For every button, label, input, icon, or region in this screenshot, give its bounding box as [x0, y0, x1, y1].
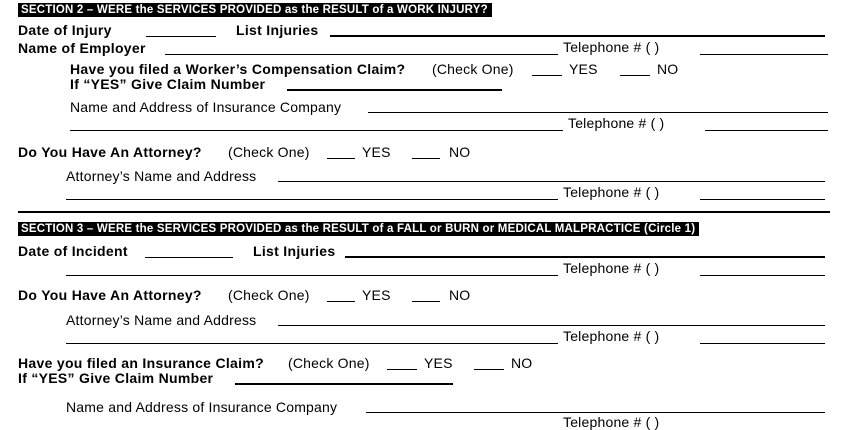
date-of-incident-field[interactable]: [145, 257, 233, 258]
s3-telephone-label: Telephone # ( ): [563, 260, 660, 276]
attorney-name-label: Attorney’s Name and Address: [66, 168, 257, 184]
s3-attorney-yes-label: YES: [362, 287, 391, 303]
s3-attorney-telephone-label: Telephone # ( ): [563, 328, 660, 344]
s3-attorney-no-field[interactable]: [412, 301, 440, 302]
s3-attorney-yes-field[interactable]: [327, 301, 355, 302]
insurance-telephone-field[interactable]: [705, 130, 828, 131]
insurance-claim-yes-label: YES: [424, 355, 453, 371]
s3-attorney-telephone-field[interactable]: [700, 343, 825, 344]
s3-insurance-company-field[interactable]: [366, 412, 825, 413]
insurance-claim-yes-field[interactable]: [387, 369, 417, 370]
insurance-claim-question: Have you filed an Insurance Claim?: [18, 355, 264, 371]
s3-insurance-telephone-label: Telephone # ( ): [563, 414, 660, 430]
s3-attorney-question: Do You Have An Attorney?: [18, 287, 202, 303]
workers-comp-no-field[interactable]: [620, 75, 650, 76]
employer-label: Name of Employer: [18, 40, 146, 56]
list-injuries-field[interactable]: [330, 35, 825, 37]
attorney-no-label: NO: [449, 144, 471, 160]
workers-comp-question: Have you filed a Worker’s Compensation Claim?: [70, 61, 406, 77]
s3-telephone-field[interactable]: [700, 275, 825, 276]
insurance-claim-no-field[interactable]: [474, 369, 504, 370]
workers-comp-claim-field[interactable]: [287, 89, 502, 91]
section-divider: [18, 211, 830, 213]
insurance-telephone-label: Telephone # ( ): [568, 115, 665, 131]
workers-comp-no-label: NO: [657, 61, 679, 77]
s3-insurance-company-label: Name and Address of Insurance Company: [66, 399, 338, 415]
date-of-injury-field[interactable]: [146, 36, 216, 37]
employer-field[interactable]: [165, 54, 558, 55]
s3-claim-number-label: If “YES” Give Claim Number: [18, 370, 214, 386]
date-of-injury-label: Date of Injury: [18, 22, 112, 38]
attorney-yes-label: YES: [362, 144, 391, 160]
attorney-address-field[interactable]: [66, 199, 558, 200]
section-3-header: SECTION 3 – WERE the SERVICES PROVIDED as the RESULT of a FALL or BURN or MEDICAL MALPRACTICE (Circle 1): [18, 222, 699, 236]
section-2-header: SECTION 2 – WERE the SERVICES PROVIDED as the RESULT of a WORK INJURY?: [18, 3, 492, 17]
s3-claim-number-field[interactable]: [235, 383, 453, 385]
s3-attorney-check-one: (Check One): [228, 287, 310, 303]
attorney-question: Do You Have An Attorney?: [18, 144, 202, 160]
attorney-check-one: (Check One): [228, 144, 310, 160]
insurance-claim-check-one: (Check One): [288, 355, 370, 371]
s3-list-injuries-label: List Injuries: [253, 243, 336, 259]
attorney-telephone-field[interactable]: [700, 199, 825, 200]
insurance-company-field[interactable]: [368, 112, 828, 113]
s3-attorney-address-field[interactable]: [66, 343, 558, 344]
insurance-company-label: Name and Address of Insurance Company: [70, 99, 342, 115]
s3-attorney-name-label: Attorney’s Name and Address: [66, 312, 257, 328]
s3-attorney-name-field[interactable]: [278, 325, 825, 326]
attorney-no-field[interactable]: [412, 158, 440, 159]
workers-comp-yes-label: YES: [569, 61, 598, 77]
date-of-incident-label: Date of Incident: [18, 243, 128, 259]
workers-comp-claim-label: If “YES” Give Claim Number: [70, 76, 266, 92]
attorney-telephone-label: Telephone # ( ): [563, 184, 660, 200]
s3-list-injuries-field[interactable]: [345, 256, 825, 258]
employer-telephone-label: Telephone # ( ): [563, 39, 660, 55]
attorney-yes-field[interactable]: [327, 158, 355, 159]
list-injuries-label: List Injuries: [236, 22, 319, 38]
employer-telephone-field[interactable]: [700, 54, 828, 55]
workers-comp-yes-field[interactable]: [532, 75, 562, 76]
attorney-name-field[interactable]: [278, 181, 825, 182]
workers-comp-check-one: (Check One): [432, 61, 514, 77]
insurance-address-field[interactable]: [70, 130, 563, 131]
s3-injuries-field-2[interactable]: [66, 275, 558, 276]
s3-attorney-no-label: NO: [449, 287, 471, 303]
insurance-claim-no-label: NO: [511, 355, 533, 371]
